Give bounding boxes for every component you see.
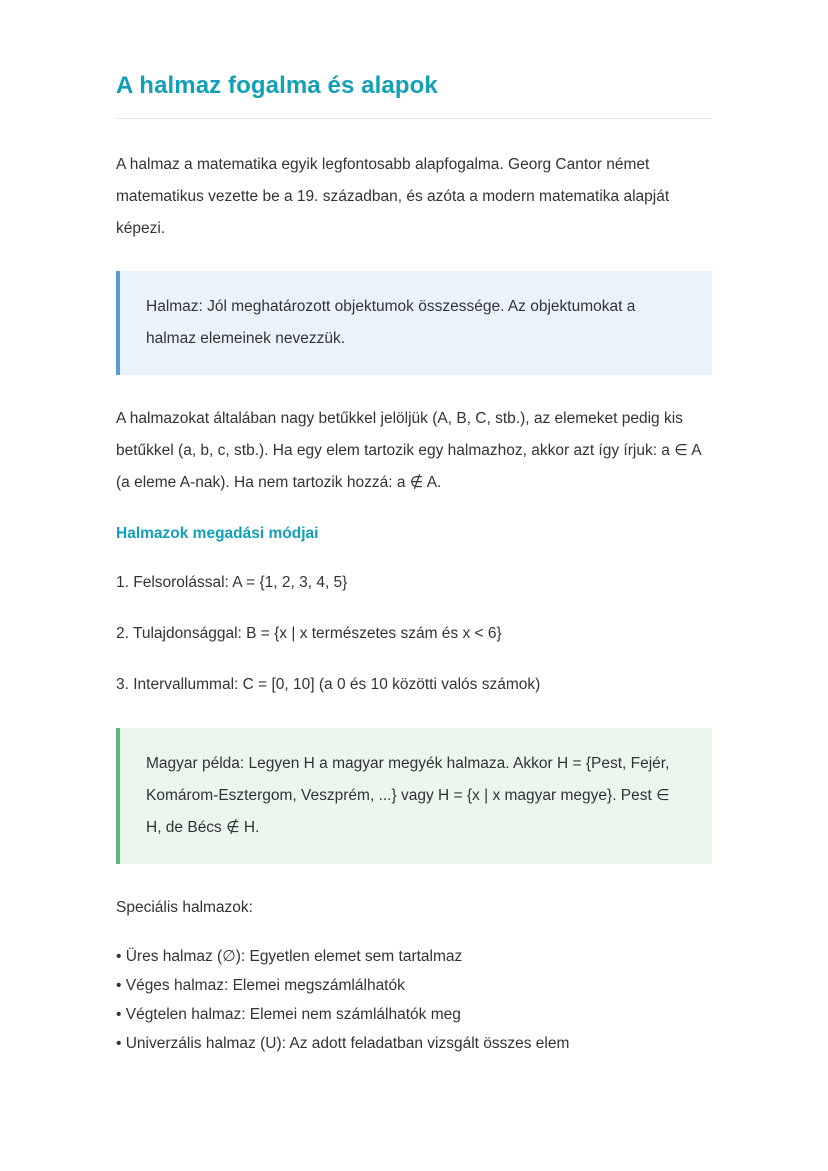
title-divider	[116, 118, 712, 119]
definition-callout-text: Halmaz: Jól meghatározott objektumok összessége. Az objektumokat a halmaz elemeinek nevezzük.	[146, 298, 636, 347]
list-item: • Véges halmaz: Elemei megszámlálhatók	[116, 977, 405, 994]
special-sets-lead-in: Speciális halmazok:	[116, 899, 253, 916]
page-title: A halmaz fogalma és alapok	[116, 72, 438, 99]
list-item: • Üres halmaz (∅): Egyetlen elemet sem tartalmaz	[116, 948, 463, 965]
method-item: 2. Tulajdonsággal: B = {x | x természetes szám és x < 6}	[116, 625, 502, 642]
method-item: 1. Felsorolással: A = {1, 2, 3, 4, 5}	[116, 574, 348, 591]
intro-paragraph: A halmaz a matematika egyik legfontosabb alapfogalma. Georg Cantor német matematikus vezette be a 19. században, és azóta a modern matematika alapját képezi.	[116, 156, 670, 237]
definition-callout	[116, 271, 712, 375]
spacer	[116, 720, 712, 728]
list-item: • Végtelen halmaz: Elemei nem számlálhatók meg	[116, 1006, 461, 1023]
method-item: 3. Intervallummal: C = [0, 10] (a 0 és 10 közötti valós számok)	[116, 676, 541, 693]
example-callout	[116, 728, 712, 864]
example-callout-text: Magyar példa: Legyen H a magyar megyék halmaza. Akkor H = {Pest, Fejér, Komárom-Esztergom, Veszprém, ...} vagy H = {x | x magyar megye}. Pest ∈ H, de Bécs ∉ H.	[146, 755, 670, 836]
section-heading-methods: Halmazok megadási módjai	[116, 525, 319, 542]
notation-paragraph: A halmazokat általában nagy betűkkel jelöljük (A, B, C, stb.), az elemeket pedig kis betűkkel (a, b, c, stb.). Ha egy elem tartozik egy halmazhoz, akkor azt így írjuk: a ∈ A (a eleme A-nak). Ha nem tartozik hozzá: a ∉ A.	[116, 410, 701, 491]
list-item: • Univerzális halmaz (U): Az adott feladatban vizsgált összes elem	[116, 1035, 570, 1052]
